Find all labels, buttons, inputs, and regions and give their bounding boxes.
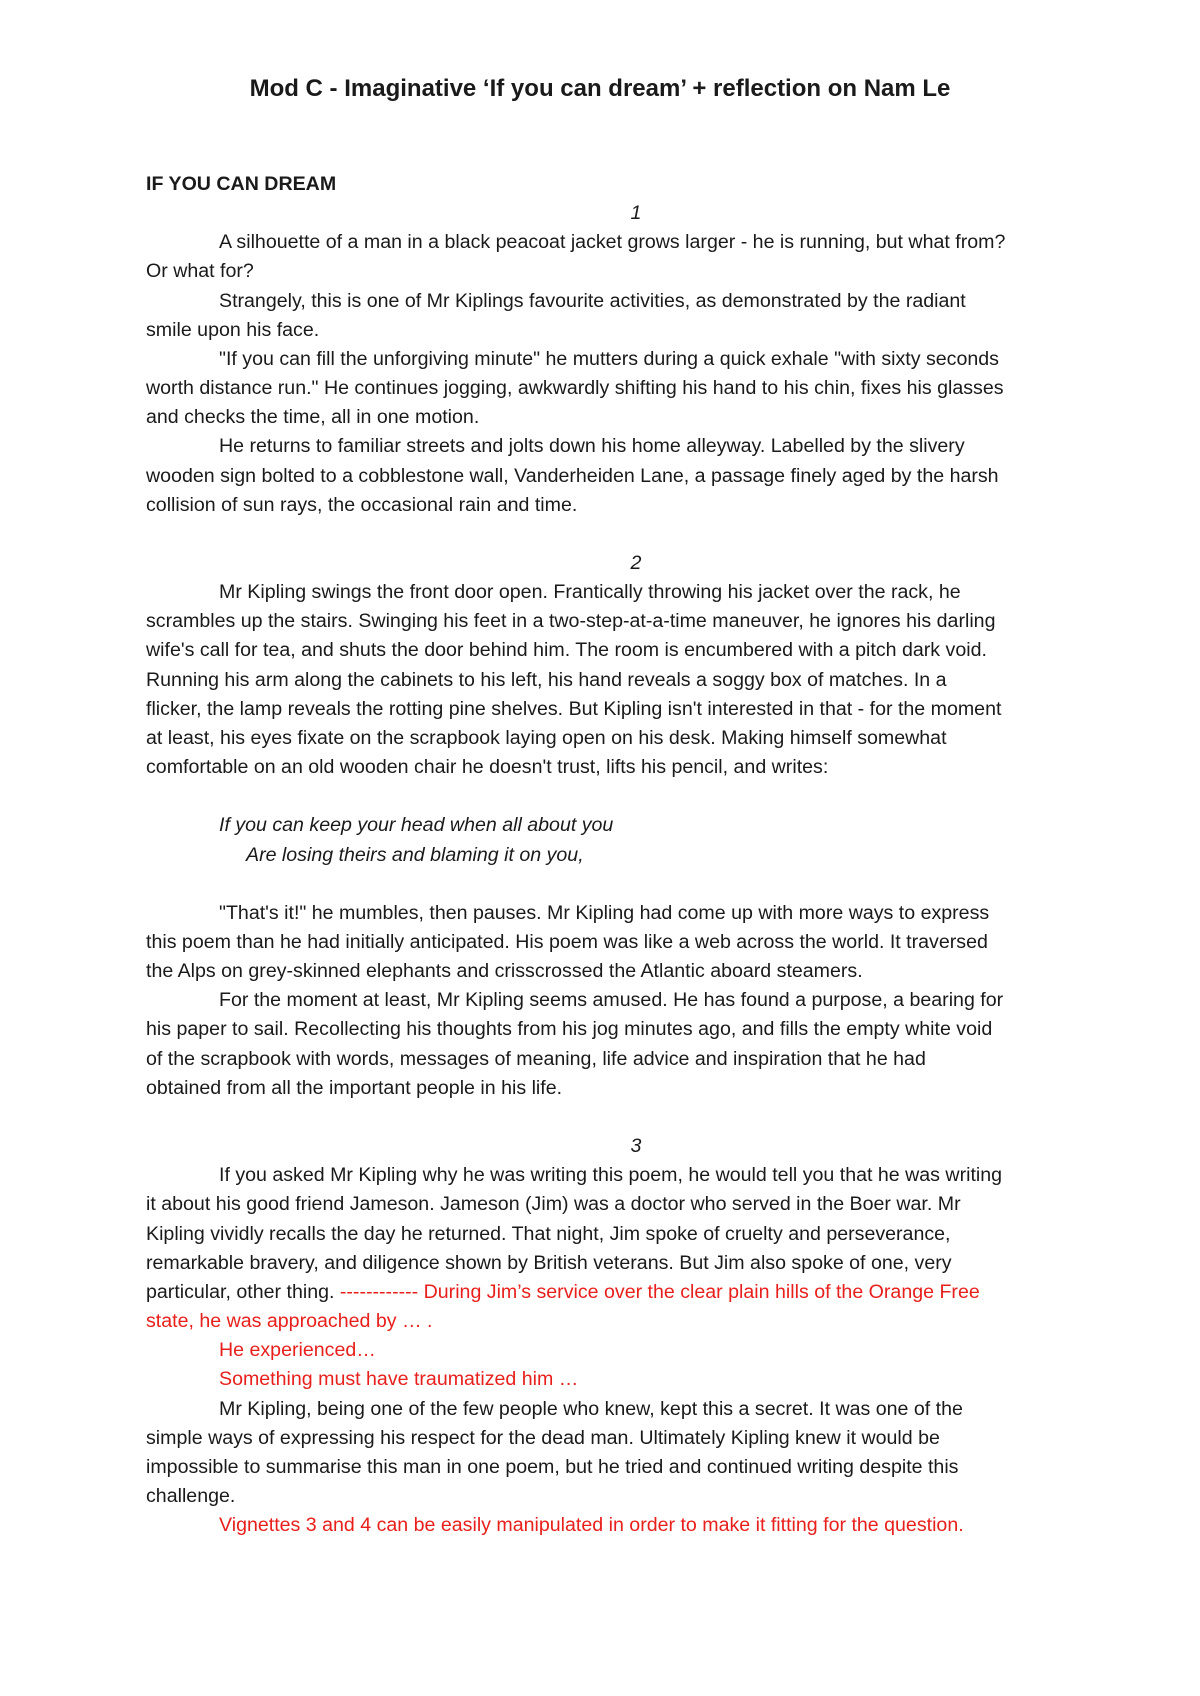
document-title: Mod C - Imaginative ‘If you can dream’ + reflection on Nam Le xyxy=(249,75,951,102)
text-line: If you asked Mr Kipling why he was writing this poem, he would tell you that he was writing xyxy=(219,1164,1003,1187)
text-line: this poem than he had initially anticipated. His poem was like a web across the world. It traversed xyxy=(146,931,988,954)
text-line: and checks the time, all in one motion. xyxy=(146,406,480,429)
text-line: Mr Kipling, being one of the few people who knew, kept this a secret. It was one of the xyxy=(219,1397,963,1420)
section-2-text-continued xyxy=(146,899,1126,1103)
red-annotation: Something must have traumatized him … xyxy=(219,1368,579,1391)
text-line: challenge. xyxy=(146,1484,236,1507)
text-line: Strangely, this is one of Mr Kiplings favourite activities, as demonstrated by the radiant xyxy=(219,289,966,312)
poem-line-2: Are losing theirs and blaming it on you, xyxy=(246,843,584,866)
blank-line xyxy=(146,782,1126,811)
red-annotation: state, he was approached by … . xyxy=(146,1310,433,1333)
section-2-text xyxy=(146,578,1126,782)
text-line: scrambles up the stairs. Swinging his feet in a two-step-at-a-time maneuver, he ignores his darling xyxy=(146,610,996,633)
text-line: wife's call for tea, and shuts the door behind him. The room is encumbered with a pitch dark void. xyxy=(146,639,987,662)
mixed-annotation-line xyxy=(146,1278,1126,1307)
text-line: For the moment at least, Mr Kipling seems amused. He has found a purpose, a bearing for xyxy=(219,989,1004,1012)
section-number-3: 3 xyxy=(630,1135,642,1158)
section-number-2: 2 xyxy=(630,552,642,575)
red-annotation: ------------ During Jim’s service over the clear plain hills of the Orange Free xyxy=(339,1280,980,1303)
text-line: Mr Kipling swings the front door open. Frantically throwing his jacket over the rack, he xyxy=(219,581,961,604)
text-line: "If you can fill the unforgiving minute" he mutters during a quick exhale "with sixty seconds xyxy=(219,347,999,370)
text-line: Kipling vividly recalls the day he returned. That night, Jim spoke of cruelty and perseverance, xyxy=(146,1222,951,1245)
text-line: wooden sign bolted to a cobblestone wall, Vanderheiden Lane, a passage finely aged by the harsh xyxy=(146,464,999,487)
text-line: simple ways of expressing his respect for the dead man. Ultimately Kipling knew it would be xyxy=(146,1426,940,1449)
section-1-text xyxy=(146,228,1126,520)
text-line: it about his good friend Jameson. Jameson (Jim) was a doctor who served in the Boer war. Mr xyxy=(146,1193,961,1216)
text-line: comfortable on an old wooden chair he doesn't trust, lifts his pencil, and writes: xyxy=(146,756,829,779)
text-line: Or what for? xyxy=(146,260,254,283)
section-heading: IF YOU CAN DREAM xyxy=(146,173,337,195)
section-3-text xyxy=(146,1161,1126,1540)
text-line: of the scrapbook with words, messages of meaning, life advice and inspiration that he had xyxy=(146,1047,926,1070)
text-line: Running his arm along the cabinets to his left, his hand reveals a soggy box of matches. In a xyxy=(146,668,947,691)
text-line: his paper to sail. Recollecting his thoughts from his jog minutes ago, and fills the empty white void xyxy=(146,1018,993,1041)
text-line: the Alps on grey-skinned elephants and crisscrossed the Atlantic aboard steamers. xyxy=(146,960,863,983)
poem-excerpt xyxy=(146,811,1126,869)
blank-line xyxy=(146,1103,1126,1132)
text-line: worth distance run." He continues jogging, awkwardly shifting his hand to his chin, fixes his glasses xyxy=(146,377,1004,400)
text-segment: particular, other thing. xyxy=(146,1280,340,1303)
document-body xyxy=(146,170,1126,1540)
red-note: Vignettes 3 and 4 can be easily manipulated in order to make it fitting for the question. xyxy=(219,1514,964,1537)
text-line: collision of sun rays, the occasional rain and time. xyxy=(146,493,578,516)
text-line: A silhouette of a man in a black peacoat jacket grows larger - he is running, but what from? xyxy=(219,231,1006,254)
blank-line xyxy=(146,870,1126,899)
text-line: remarkable bravery, and diligence shown by British veterans. But Jim also spoke of one, very xyxy=(146,1251,952,1274)
text-line: at least, his eyes fixate on the scrapbook laying open on his desk. Making himself somewhat xyxy=(146,726,947,749)
text-line: "That's it!" he mumbles, then pauses. Mr Kipling had come up with more ways to express xyxy=(219,901,990,924)
text-line: He returns to familiar streets and jolts down his home alleyway. Labelled by the slivery xyxy=(219,435,965,458)
red-annotation: He experienced… xyxy=(219,1339,376,1362)
poem-line-1: If you can keep your head when all about you xyxy=(219,814,614,837)
text-line: obtained from all the important people in his life. xyxy=(146,1076,563,1099)
text-line: smile upon his face. xyxy=(146,318,320,341)
blank-line xyxy=(146,520,1126,549)
section-number-1: 1 xyxy=(630,202,642,225)
text-line: impossible to summarise this man in one poem, but he tried and continued writing despite this xyxy=(146,1455,959,1478)
text-line: flicker, the lamp reveals the rotting pine shelves. But Kipling isn't interested in that - for the moment xyxy=(146,697,1002,720)
